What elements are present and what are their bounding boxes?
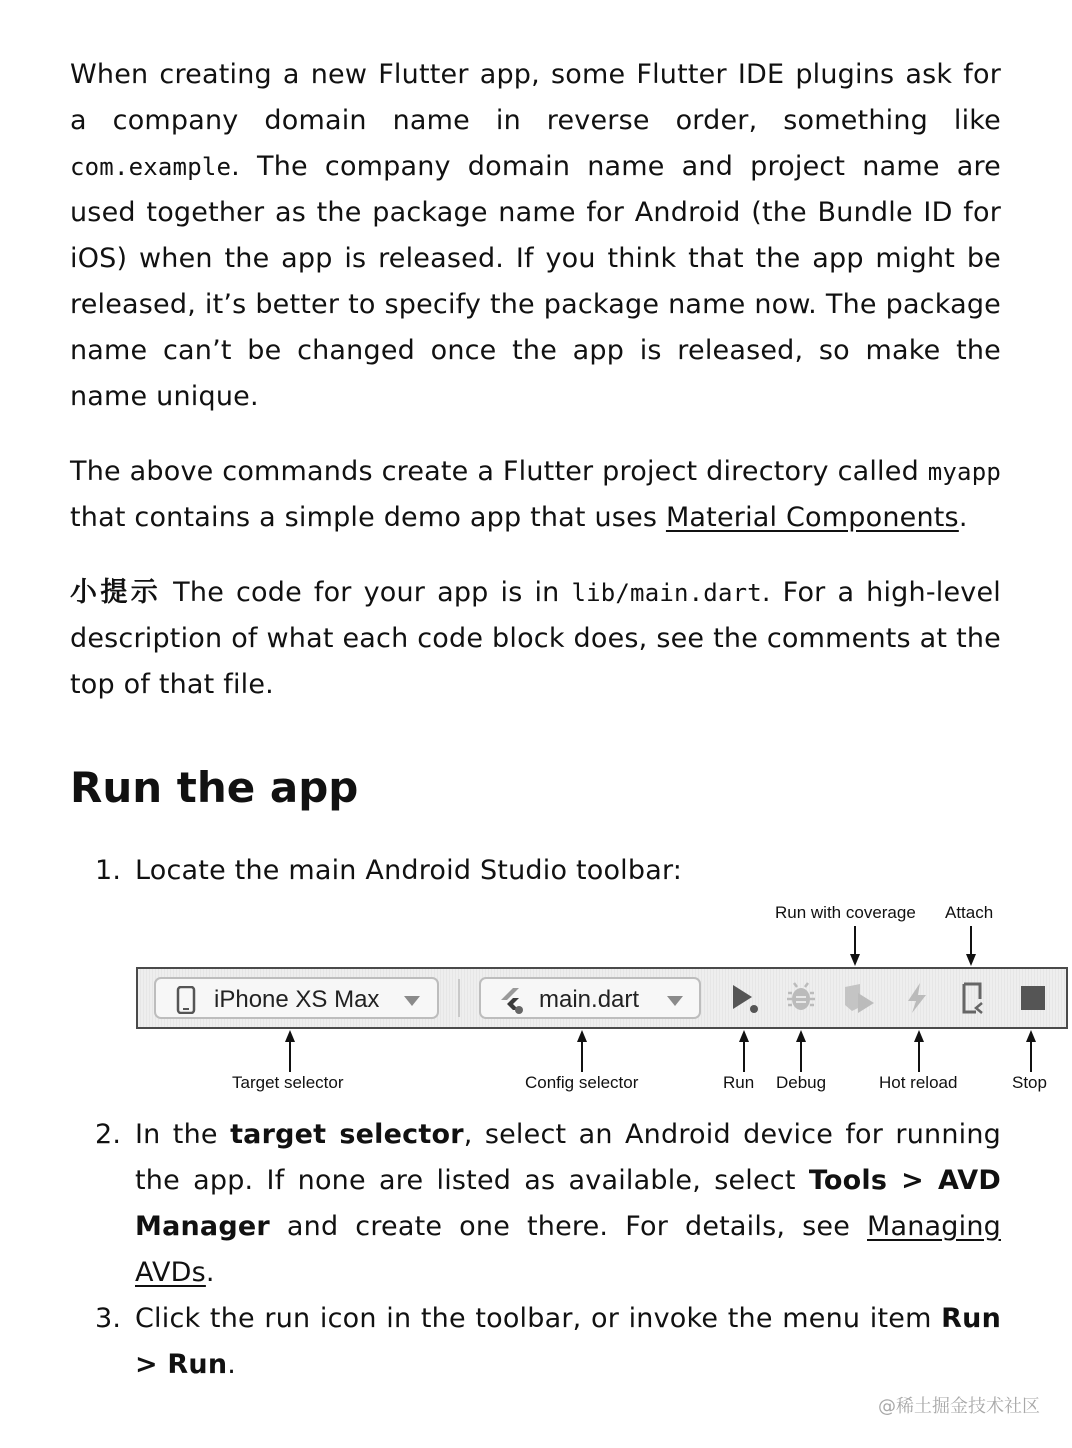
text: , select an Android device for running the app. If none are listed as available, select: [135, 1119, 1001, 1196]
text: .: [227, 1349, 237, 1380]
attach-icon[interactable]: [956, 981, 990, 1015]
text: .: [958, 502, 968, 533]
stop-icon[interactable]: [1016, 981, 1050, 1015]
paragraph-project-directory: [70, 449, 1001, 541]
chevron-down-icon: [404, 996, 420, 1006]
config-selector[interactable]: [479, 977, 701, 1019]
section-heading: Run the app: [70, 763, 359, 812]
step-1: [70, 848, 1001, 894]
device-phone-icon: [176, 986, 196, 1014]
text: When creating a new Flutter app, some Flutter IDE plugins ask for a company domain name in reverse order, something like: [70, 59, 1001, 136]
step-2: [70, 1112, 1001, 1296]
toolbar-separator: [458, 979, 460, 1017]
chevron-down-icon: [667, 996, 683, 1006]
step-number: 1.: [95, 855, 122, 886]
step-text: Locate the main Android Studio toolbar:: [135, 855, 683, 886]
label-config-selector: Config selector: [525, 1073, 639, 1092]
bold-text: Run > Run: [135, 1303, 1001, 1380]
config-selector-value: main.dart: [539, 986, 640, 1013]
android-studio-toolbar: [136, 967, 1068, 1029]
toolbar-diagram: [135, 898, 1070, 1098]
label-target-selector: Target selector: [232, 1073, 344, 1092]
step-number: 2.: [95, 1119, 122, 1150]
label-attach: Attach: [945, 903, 994, 922]
managing-avds-link[interactable]: Managing AVDs: [135, 1211, 1001, 1288]
material-components-link[interactable]: Material Components: [665, 502, 959, 533]
document-page: [70, 52, 1001, 1388]
label-debug: Debug: [776, 1073, 827, 1092]
run-icon[interactable]: [728, 981, 762, 1015]
tip-label: 小提示: [70, 577, 162, 608]
label-stop: Stop: [1012, 1073, 1047, 1092]
text: In the: [135, 1119, 231, 1150]
paragraph-package-name: [70, 52, 1001, 420]
text: . For a high-level description of what each code block does, see the comments at the top of that file.: [70, 577, 1001, 700]
code-inline: lib/main.dart: [571, 579, 762, 607]
bold-text: target selector: [230, 1119, 464, 1150]
code-inline: com.example: [70, 153, 232, 181]
code-inline: myapp: [927, 458, 1001, 486]
text: that contains a simple demo app that uses: [70, 502, 666, 533]
label-run: Run: [723, 1073, 755, 1092]
debug-icon[interactable]: [784, 981, 818, 1015]
step-3: [70, 1296, 1001, 1388]
watermark: @稀土掘金技术社区: [878, 1396, 1040, 1417]
bold-text: Tools > AVD Manager: [135, 1165, 1001, 1242]
text: The above commands create a Flutter project directory called: [70, 456, 928, 487]
text: .: [205, 1257, 215, 1288]
paragraph-tip: [70, 570, 1001, 708]
label-hot-reload: Hot reload: [879, 1073, 958, 1092]
text: and create one there. For details, see: [269, 1211, 867, 1242]
text: Click the run icon in the toolbar, or invoke the menu item: [135, 1303, 942, 1334]
hot-reload-icon[interactable]: [900, 981, 934, 1015]
target-selector[interactable]: [154, 977, 439, 1019]
target-selector-value: iPhone XS Max: [214, 986, 380, 1013]
label-run-with-coverage: Run with coverage: [775, 903, 916, 922]
run-with-coverage-icon[interactable]: [842, 981, 876, 1015]
step-number: 3.: [95, 1303, 122, 1334]
text: . The company domain name and project name are used together as the package name for Android (the Bundle ID for iOS) when the app is released. If you think that the app might be released, it’s better to specify the package name now. The package name can’t be changed once the app is released, so make the name unique.: [70, 151, 1001, 412]
text: The code for your app is in: [161, 577, 572, 608]
flutter-icon: [497, 984, 531, 1016]
